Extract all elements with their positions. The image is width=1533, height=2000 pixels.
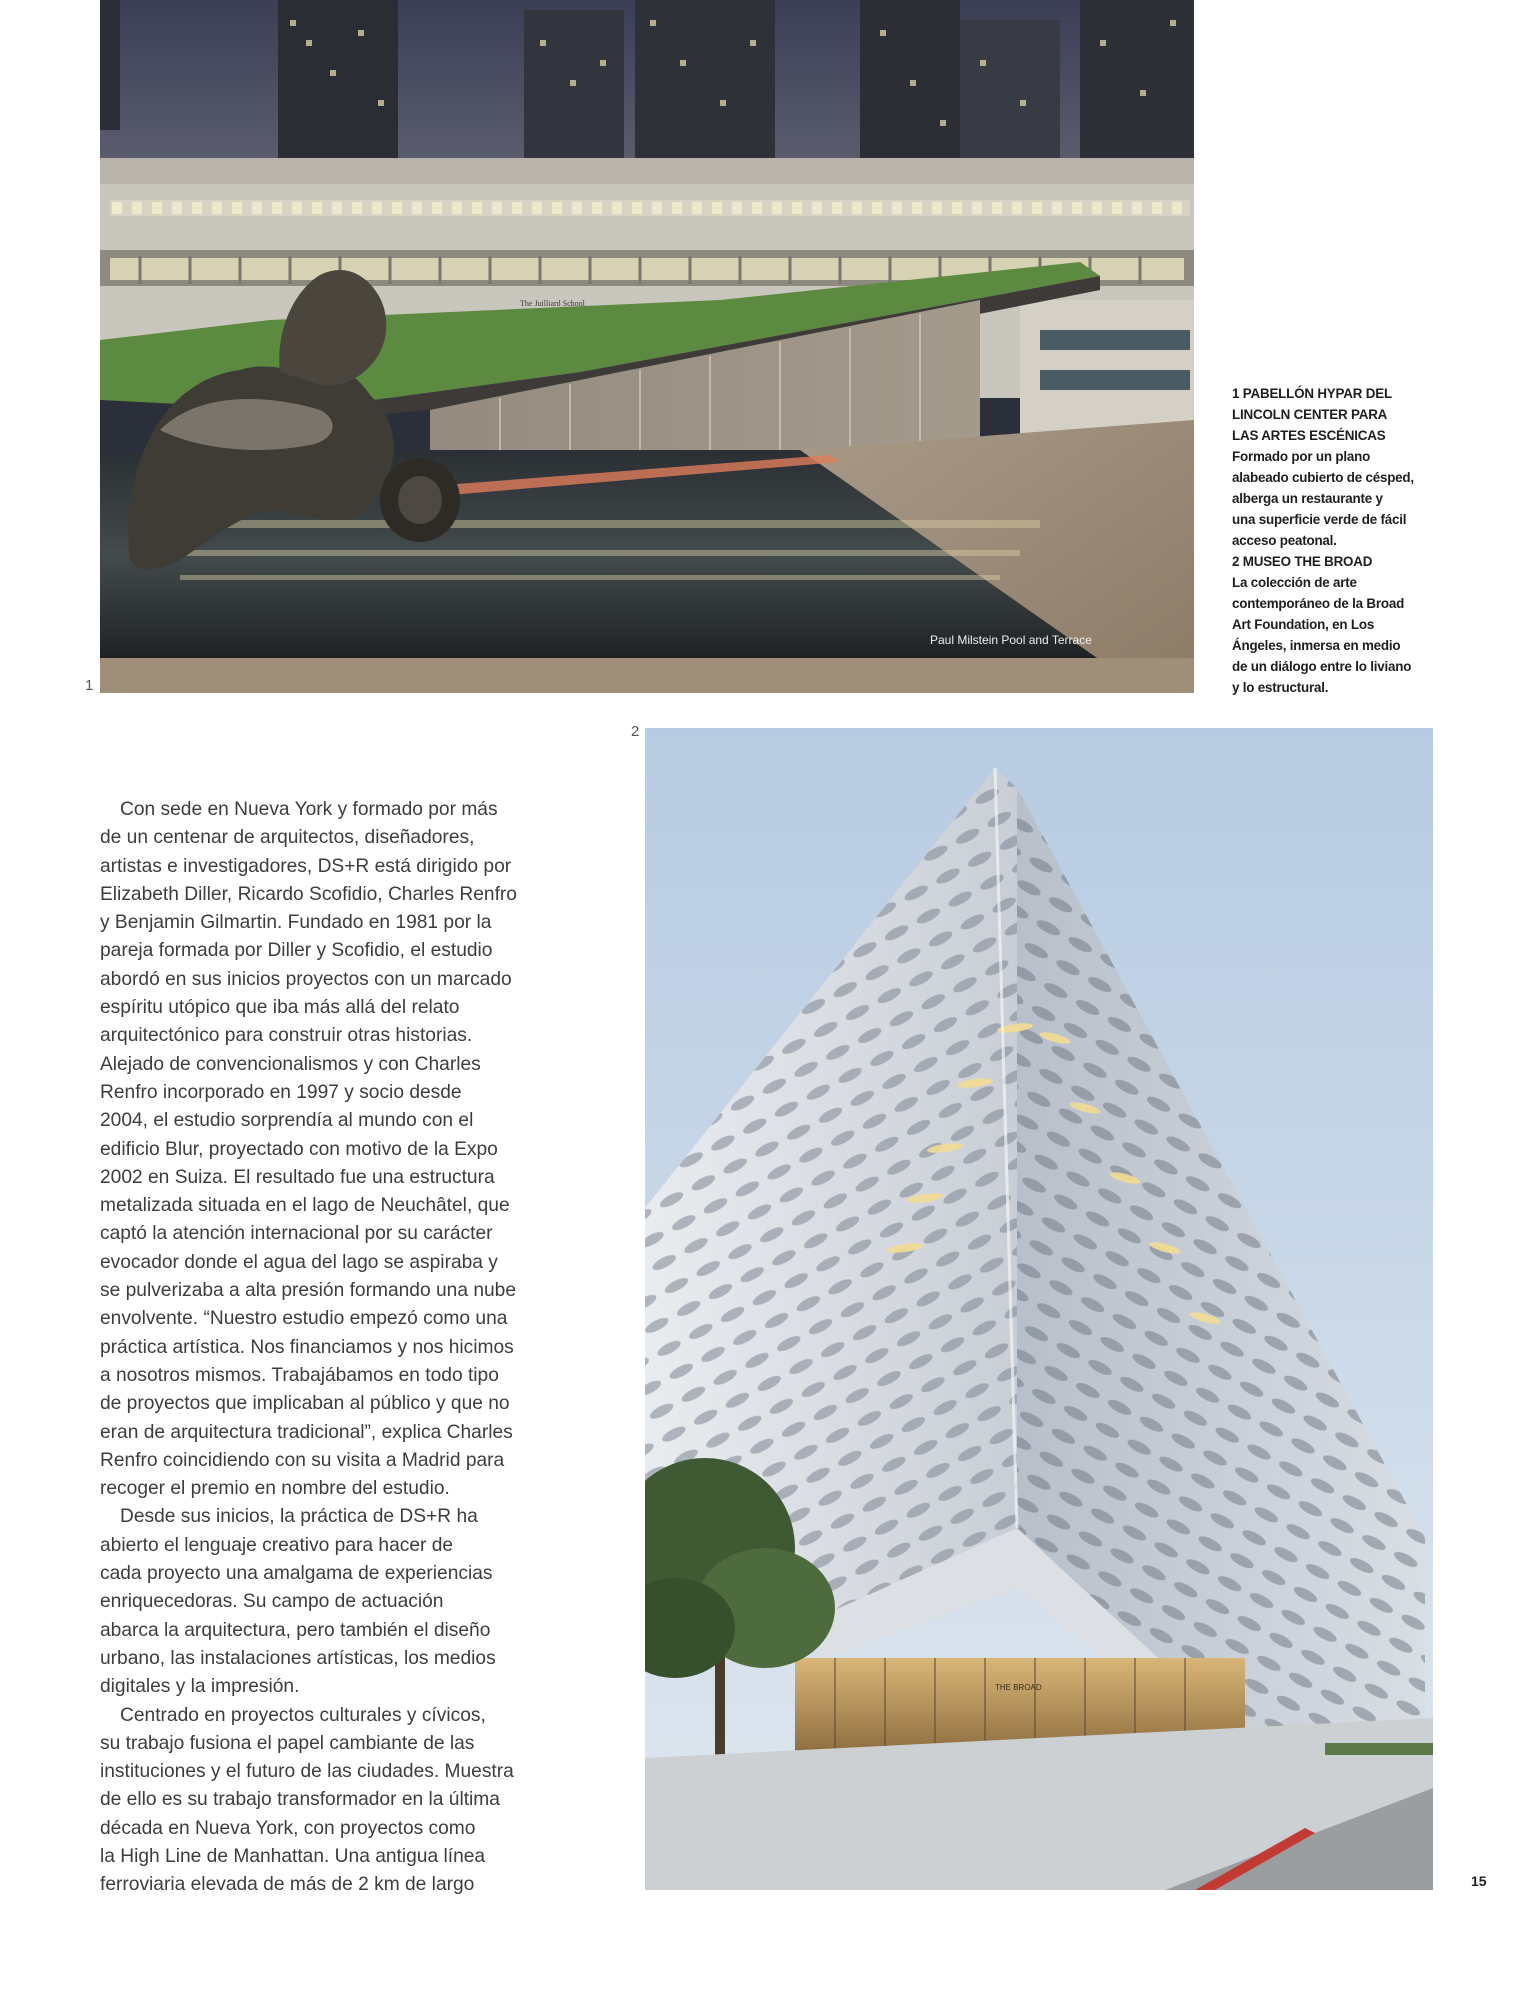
photo-1-number: 1 — [85, 677, 94, 694]
photo-the-broad — [645, 728, 1433, 1890]
photo-2-number: 2 — [631, 723, 640, 740]
hypar-pavilion-illustration — [100, 0, 1194, 693]
pool-sign-text: Paul Milstein Pool and Terrace — [930, 633, 1092, 647]
photo-caption — [1232, 383, 1442, 698]
caption-item-1-title: 1 PABELLÓN HYPAR DEL LINCOLN CENTER PARA LAS ARTES ESCÉNICAS — [1232, 386, 1392, 443]
page-number: 15 — [1471, 1873, 1487, 1889]
photo-hypar-pavilion — [100, 0, 1194, 693]
article-paragraph-1: Con sede en Nueva York y formado por más de un centenar de arquitectos, diseñadores, artistas e investigadores, DS+R está dirigido por Elizabeth Diller, Ricardo Scofidio, Charles Renfro y Benjamin Gilmartin. Fundado en 1981 por la pareja formada por Diller y Scofidio, el estudio abordó en sus inicios proyectos con un marcado espíritu utópico que iba más allá del relato arquitectónico para construir otras historias. Alejado de convencionalismos y con Charles Renfro incorporado en 1997 y socio desde 2004, el estudio sorprendía al mundo con el edificio Blur, proyectado con motivo de la Expo 2002 en Suiza. El resultado fue una estructura metalizada situada en el lago de Neuchâtel, que captó la atención internacional por su carácter evocador donde el agua del lago se aspiraba y se pulverizaba a alta presión formando una nube envolvente. “Nuestro estudio empezó como una práctica artística. Nos financiamos y nos hicimos a nosotros mismos. Trabajábamos en todo tipo de proyectos que implicaban al público y que no eran de arquitectura tradicional”, explica Charles Renfro coincidiendo con su visita a Madrid para recoger el premio en nombre del estudio. — [100, 799, 517, 1500]
article-body — [100, 796, 555, 1900]
the-broad-illustration — [645, 728, 1433, 1890]
entrance-sign: THE BROAD — [995, 1683, 1042, 1692]
caption-item-2-text: La colección de arte contemporáneo de la Broad Art Foundation, en Los Ángeles, inmersa en medio de un diálogo entre lo liviano y lo estructural. — [1232, 575, 1412, 695]
caption-item-1-text: Formado por un plano alabeado cubierto de césped, alberga un restaurante y una superficie verde de fácil acceso peatonal. — [1232, 449, 1414, 548]
article-paragraph-2: Desde sus inicios, la práctica de DS+R ha abierto el lenguaje creativo para hacer de cada proyecto una amalgama de experiencias enriquecedoras. Su campo de actuación abarca la arquitectura, pero también el diseño urbano, las instalaciones artísticas, los medios digitales y la impresión. — [100, 1506, 496, 1698]
article-paragraph-3: Centrado en proyectos culturales y cívicos, su trabajo fusiona el papel cambiante de las instituciones y el futuro de las ciudades. Muestra de ello es su trabajo transformador en la última década en Nueva York, con proyectos como la High Line de Manhattan. Una antigua línea ferroviaria elevada de más de 2 km de largo — [100, 1704, 514, 1896]
caption-item-2-title: 2 MUSEO THE BROAD — [1232, 554, 1373, 569]
building-sign: The Juilliard School — [520, 299, 585, 308]
